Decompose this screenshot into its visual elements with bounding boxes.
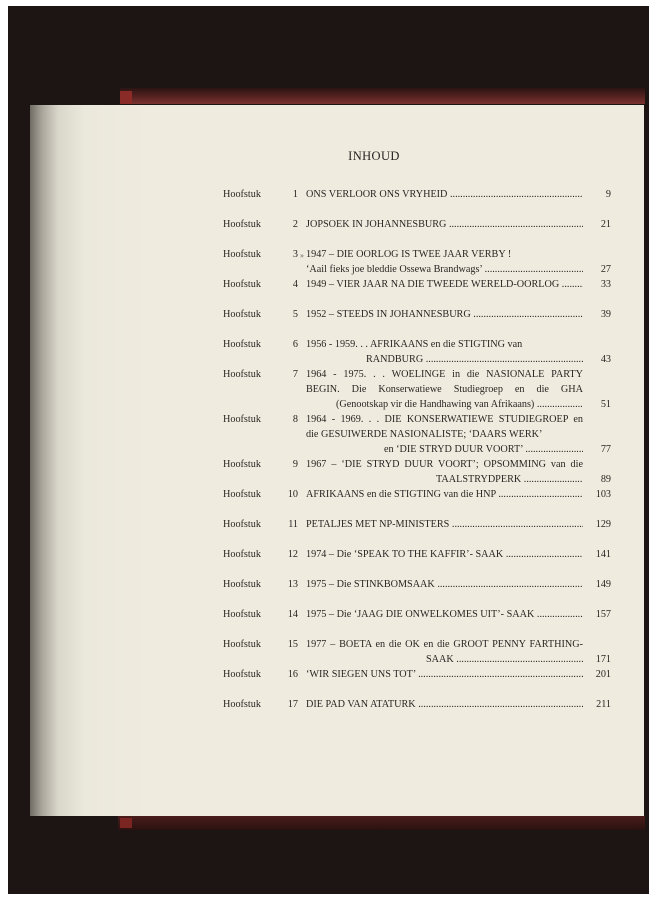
chapter-number: 8 — [292, 414, 298, 425]
page-number: 157 — [595, 609, 611, 620]
chapter-title-line: ‘WIR SIEGEN UNS TOT’ ..... — [306, 667, 583, 682]
chapter-title-line: en ‘DIE STRYD DUUR VOORT’ ..... — [384, 442, 583, 457]
chapter-number: 4 — [292, 279, 298, 290]
toc-entry — [30, 697, 644, 712]
chapter-label: Hoofstuk — [223, 309, 261, 320]
page-number: 33 — [600, 279, 611, 290]
toc-entry — [30, 517, 644, 532]
chapter-title-line: (Genootskap vir die Handhawing van Afrikaans) ..... — [336, 397, 583, 412]
toc-entry — [30, 187, 644, 202]
chapter-title-line: 1975 – Die ‘JAAG DIE ONWELKOMES UIT’- SAAK ..... — [306, 607, 583, 622]
page-number: 171 — [595, 654, 611, 665]
chapter-title-line: SAAK ..... — [426, 652, 583, 667]
chapter-title-line: 1974 – Die ‘SPEAK TO THE KAFFIR’- SAAK ..... — [306, 547, 583, 562]
toc-entry — [30, 217, 644, 232]
page-number: 21 — [600, 219, 611, 230]
chapter-label: Hoofstuk — [223, 489, 261, 500]
page-number: 149 — [595, 579, 611, 590]
toc-entry — [30, 277, 644, 292]
chapter-number: 1 — [292, 189, 298, 200]
chapter-label: Hoofstuk — [223, 579, 261, 590]
chapter-label: Hoofstuk — [223, 249, 261, 260]
page-number: 103 — [595, 489, 611, 500]
chapter-number: 6 — [292, 339, 298, 350]
page-title: INHOUD — [348, 149, 400, 163]
book-binding-top — [120, 88, 645, 104]
page-number: 211 — [596, 699, 611, 710]
page-number: 39 — [600, 309, 611, 320]
chapter-title-line: AFRIKAANS en die STIGTING van die HNP ..... — [306, 487, 583, 502]
page-number: 201 — [595, 669, 611, 680]
chapter-number: 11 — [288, 519, 298, 530]
chapter-label: Hoofstuk — [223, 669, 261, 680]
toc-entry — [30, 577, 644, 592]
chapter-label: Hoofstuk — [223, 414, 261, 425]
chapter-title-line: 1975 – Die STINKBOMSAAK ..... — [306, 577, 583, 592]
stray-mark: » — [300, 251, 304, 260]
toc-entry — [30, 607, 644, 622]
chapter-label: Hoofstuk — [223, 639, 261, 650]
chapter-title-line: PETALJES MET NP-MINISTERS ..... — [306, 517, 583, 532]
page-number: 27 — [600, 264, 611, 275]
binding-ribbon — [120, 818, 132, 828]
toc-entry — [30, 637, 644, 667]
page-number: 43 — [600, 354, 611, 365]
chapter-number: 13 — [287, 579, 298, 590]
toc-entry — [30, 487, 644, 502]
chapter-title-line: 1964 - 1969. . . DIE KONSERWATIEWE STUDIEGROEP en — [306, 414, 583, 425]
chapter-number: 2 — [292, 219, 298, 230]
chapter-number: 10 — [287, 489, 298, 500]
chapter-title-line: die GESUIWERDE NASIONALISTE; ‘DAARS WERK’ — [306, 429, 543, 440]
chapter-title-line: 1964 - 1975. . . WOELINGE in die NASIONALE PARTY — [306, 369, 583, 380]
toc-entry — [30, 337, 644, 367]
chapter-title-line: ONS VERLOOR ONS VRYHEID ..... — [306, 187, 583, 202]
chapter-title-line: 1952 – STEEDS IN JOHANNESBURG ..... — [306, 307, 583, 322]
chapter-title-line: 1949 – VIER JAAR NA DIE TWEEDE WERELD-OORLOG ..... — [306, 277, 583, 292]
chapter-number: 7 — [292, 369, 298, 380]
toc-entry — [30, 367, 644, 412]
chapter-label: Hoofstuk — [223, 369, 261, 380]
chapter-title-line: 1977 – BOETA en die OK en die GROOT PENNY FARTHING- — [306, 639, 583, 650]
chapter-label: Hoofstuk — [223, 549, 261, 560]
chapter-label: Hoofstuk — [223, 339, 261, 350]
chapter-number: 9 — [292, 459, 298, 470]
page-number: 89 — [600, 474, 611, 485]
chapter-number: 17 — [287, 699, 298, 710]
chapter-title-line: 1956 - 1959. . . AFRIKAANS en die STIGTING van — [306, 339, 523, 350]
chapter-number: 15 — [287, 639, 298, 650]
chapter-number: 12 — [287, 549, 298, 560]
chapter-number: 3 — [292, 249, 298, 260]
toc-entry — [30, 457, 644, 487]
chapter-title-line: DIE PAD VAN ATATURK ..... — [306, 697, 583, 712]
toc-entry — [30, 667, 644, 682]
chapter-label: Hoofstuk — [223, 609, 261, 620]
toc-entry — [30, 307, 644, 322]
chapter-title-line: BEGIN. Die Konserwatiewe Studiegroep en die GHA — [306, 384, 583, 395]
chapter-label: Hoofstuk — [223, 279, 261, 290]
chapter-title-line: RANDBURG ..... — [366, 352, 583, 367]
chapter-label: Hoofstuk — [223, 219, 261, 230]
book-page — [30, 105, 644, 816]
page-number: 141 — [595, 549, 611, 560]
page-number: 129 — [595, 519, 611, 530]
page-number: 9 — [605, 189, 611, 200]
chapter-number: 16 — [287, 669, 298, 680]
chapter-title-line: 1967 – ‘DIE STRYD DUUR VOORT’; OPSOMMING van die — [306, 459, 583, 470]
toc-entry — [30, 547, 644, 562]
toc-entry — [30, 412, 644, 457]
chapter-label: Hoofstuk — [223, 519, 261, 530]
chapter-label: Hoofstuk — [223, 699, 261, 710]
chapter-title-line: TAALSTRYDPERK ..... — [436, 472, 583, 487]
toc-entry — [30, 247, 644, 277]
chapter-number: 5 — [292, 309, 298, 320]
chapter-label: Hoofstuk — [223, 459, 261, 470]
chapter-number: 14 — [287, 609, 298, 620]
chapter-title-line: JOPSOEK IN JOHANNESBURG ..... — [306, 217, 583, 232]
chapter-title-line: 1947 – DIE OORLOG IS TWEE JAAR VERBY ! — [306, 249, 512, 260]
page-number: 77 — [600, 444, 611, 455]
book-binding-bottom — [118, 816, 645, 830]
page-number: 51 — [600, 399, 611, 410]
chapter-title-line: ‘Aail fieks joe bleddie Ossewa Brandwags’ ..... — [306, 262, 583, 277]
chapter-label: Hoofstuk — [223, 189, 261, 200]
binding-ribbon — [120, 91, 132, 104]
